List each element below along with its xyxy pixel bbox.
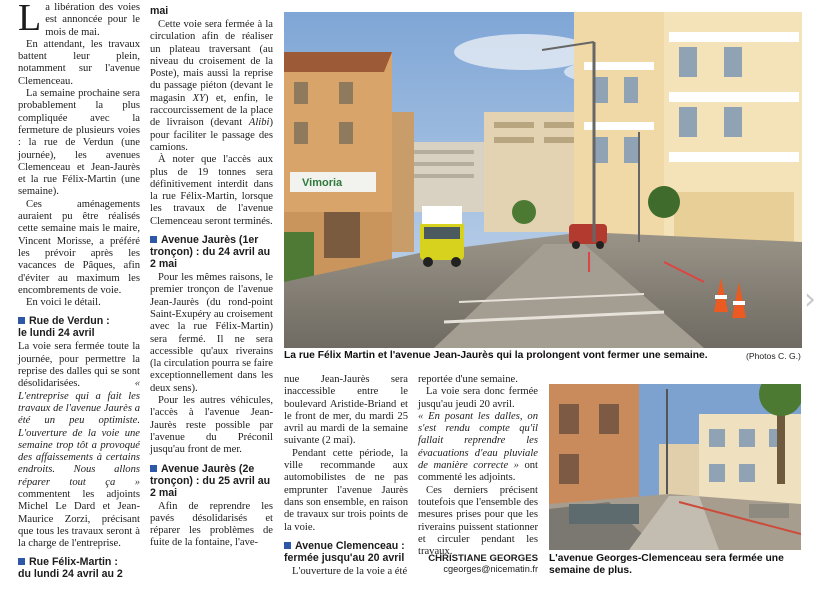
quote: « En posant les dalles, on s'est rendu compte qu'il fallait reprendre les évacuations d'eau pluviale de manière correcte »	[418, 410, 538, 472]
bullet-square-icon	[18, 317, 25, 324]
paragraph: À noter que l'accès aux plus de 19 tonnes sera définitivement interdit dans la rue Félix-Martin, lorsque les travaux de l'avenue Clemenceau seront terminés.	[150, 154, 273, 227]
bullet-square-icon	[284, 542, 291, 549]
subheading-avenue-jaures-1: Avenue Jaurès (1er tronçon) : du 24 avril au 2 mai	[150, 234, 271, 271]
shop-sign: Vimoria	[302, 177, 343, 189]
photo-avenue-clemenceau	[549, 384, 801, 550]
paragraph: Cette voie sera fermée à la circulation afin de réaliser un plateau traversant (au niveau du croisement de la Poste), mais aussi la reprise du passage piéton (devant le magasin XY) et, enfin, le raccourcissement de la place de livraison (devant Alibi) pour faciliter le passage des camions.	[150, 19, 273, 153]
bullet-square-icon	[150, 465, 157, 472]
subheading-avenue-jaures-2: Avenue Jaurès (2e tronçon) : du 25 avril au 2 mai	[150, 462, 271, 499]
bullet-square-icon	[150, 236, 157, 243]
lead-paragraph: a libération des voies est annoncée pour le mois de mai.	[45, 2, 140, 38]
street-photo-image	[284, 12, 802, 348]
paragraph: Ces derniers précisent toutefois que l'ensemble des mesures prises pour que les riverains puissent stationner et circuler pendant les travaux.	[418, 484, 538, 558]
paragraph: reportée d'une semaine.	[418, 374, 518, 385]
article-column-4	[418, 374, 538, 558]
paragraph: Pour les mêmes raisons, le premier tronçon de l'avenue Jean-Jaurès (du rond-point Saint-Exupéry au croisement avec la rue Félix-Martin) sera fermé. Il ne sera accessible qu'aux riverains (la circulation pourra se faire exceptionnellement dans les deux sens).	[150, 272, 273, 394]
paragraph: Pour les autres véhicules, l'accès à l'avenue Jean-Jaurès reste possible par l'avenue du Préconil jusqu'au front de mer.	[150, 395, 273, 456]
subheading-rue-de-verdun: Rue de Verdun : le lundi 24 avril	[18, 315, 110, 340]
paragraph: En voici le détail.	[26, 297, 101, 309]
subheading-avenue-clemenceau: Avenue Clemenceau : fermée jusqu'au 20 avril	[284, 539, 405, 564]
paragraph: Afin de reprendre les pavés désolidarisés et réparer les problèmes de fuite de la fontaine, l'ave-	[150, 500, 273, 549]
drop-cap: L	[18, 0, 42, 39]
paragraph: La semaine prochaine sera probablement la plus compliquée avec la fermeture de plusieurs voies : la rue de Verdun (une journée), les avenues Clemenceau et Jean-Jaurès et la rue Félix-Martin (une semaine).	[18, 88, 140, 198]
photo-credit: (Photos C. G.)	[746, 351, 801, 361]
byline	[418, 553, 538, 575]
bullet-square-icon	[18, 558, 25, 565]
paragraph: nue Jean-Jaurès sera inaccessible entre le boulevard Aristide-Briand et le front de mer, du mardi 25 avril au mardi de la semaine suivante (2 mai).	[284, 374, 408, 447]
subheading-rue-felix-martin: Rue Félix-Martin : du lundi 24 avril au 2	[18, 556, 123, 581]
paragraph: Ces aménagements auraient pu être réalisés cette semaine mais le maire, Vincent Morisse, a préféré les prévoir après les vacances de Pâques, afin d'éviter au maximum les encombrements de voie.	[18, 198, 140, 296]
paragraph: L'ouverture de la voie a été	[292, 565, 408, 577]
paragraph: Pendant cette période, la ville recommande aux automobilistes de ne pas emprunter l'avenue Jaurès dans son ensemble, en raison de travaux sur trois points de la voie.	[284, 447, 408, 533]
photo-caption: L'avenue Georges-Clemenceau sera fermée une semaine de plus.	[549, 553, 784, 576]
article-column-3	[284, 374, 408, 578]
photo-caption: La rue Félix Martin et l'avenue Jean-Jaurès qui la prolongent vont fermer une semaine.	[284, 350, 708, 361]
chevron-right-icon[interactable]: ›	[804, 282, 816, 317]
article-column-1	[18, 2, 140, 582]
paragraph: La voie sera fermée toute la journée, pour permettre la reprise des dalles qui se sont désolidarisées. « L'entreprise qui a fait les travaux de l'avenue Jaurès a été un peu optimiste. L'ouverture de la voie une semaine trop tôt a provoqué des affaissements à certains endroits. Nous allons réparer tout ça » commentent les adjoints Michel Le Dard et Jean-Maurice Zorzi, précisant que tous les travaux seront à la charge de l'entreprise.	[18, 341, 140, 550]
article-column-2	[150, 5, 273, 550]
author-email[interactable]: cgeorges@nicematin.fr	[443, 564, 538, 574]
quote: « L'entreprise qui a fait les travaux de l'avenue Jaurès a été un peu optimiste. L'ouverture de la voie une semaine trop tôt a provoqué des affaissements à certains endroits. Nous allons réparer tout ça »	[18, 378, 140, 488]
paragraph: « En posant les dalles, on s'est rendu compte qu'il fallait reprendre les évacuations d'eau pluviale de manière correcte » ont commenté les adjoints.	[418, 410, 538, 484]
street-photo-image	[549, 384, 801, 550]
author-name: CHRISTIANE GEORGES	[428, 553, 538, 564]
paragraph: La voie sera donc fermée jusqu'au jeudi 20 avril.	[418, 386, 538, 410]
paragraph: En attendant, les travaux battent leur plein, notamment sur l'avenue Clemenceau.	[18, 38, 140, 87]
photo-rue-felix-martin	[284, 12, 802, 348]
subheading-continuation: mai	[150, 5, 169, 17]
